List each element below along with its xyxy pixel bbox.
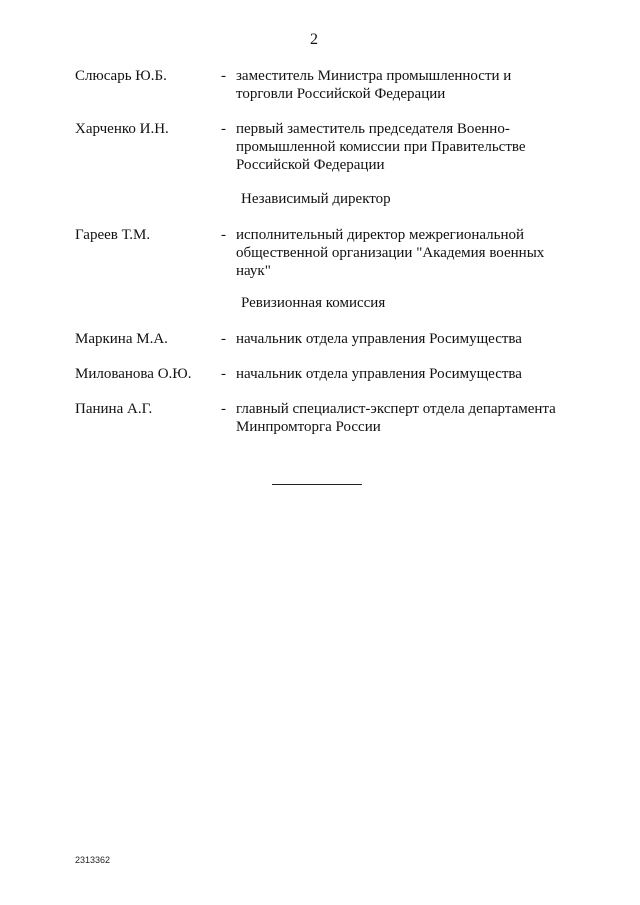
member-name: Милованова О.Ю. [75, 366, 192, 382]
member-name: Слюсарь Ю.Б. [75, 68, 167, 84]
role-line: промышленной комиссии при Правительстве [236, 139, 526, 155]
entry-dash: - [221, 401, 226, 417]
role-line: наук" [236, 263, 271, 279]
member-role [236, 330, 576, 348]
role-line: общественной организации "Академия военных [236, 245, 545, 261]
page-number: 2 [310, 31, 318, 48]
role-line: исполнительный директор межрегиональной [236, 227, 525, 243]
entry-dash: - [221, 331, 226, 347]
role-line: главный специалист-эксперт отдела департамента [236, 401, 556, 417]
member-name: Маркина М.А. [75, 331, 168, 347]
section-heading-audit-commission: Ревизионная комиссия [241, 295, 386, 311]
section-heading-independent-director: Независимый директор [241, 191, 391, 207]
entry-dash: - [221, 366, 226, 382]
role-line: начальник отдела управления Росимущества [236, 331, 522, 347]
role-line: Минпромторга России [236, 419, 381, 435]
role-line: заместитель Министра промышленности и [236, 68, 512, 84]
document-code: 2313362 [75, 855, 111, 865]
role-line: торговли Российской Федерации [236, 86, 446, 102]
member-role [236, 120, 576, 174]
member-role [236, 365, 576, 383]
member-name: Гареев Т.М. [75, 227, 151, 243]
role-line: первый заместитель председателя Военно- [236, 121, 510, 137]
role-line: начальник отдела управления Росимущества [236, 366, 522, 382]
member-role [236, 67, 576, 103]
end-of-document-rule [272, 484, 362, 485]
role-line: Российской Федерации [236, 157, 385, 173]
entry-dash: - [221, 121, 226, 137]
member-name: Панина А.Г. [75, 401, 153, 417]
member-role [236, 226, 576, 280]
member-role [236, 400, 576, 436]
member-name: Харченко И.Н. [75, 121, 169, 137]
entry-dash: - [221, 227, 226, 243]
entry-dash: - [221, 68, 226, 84]
